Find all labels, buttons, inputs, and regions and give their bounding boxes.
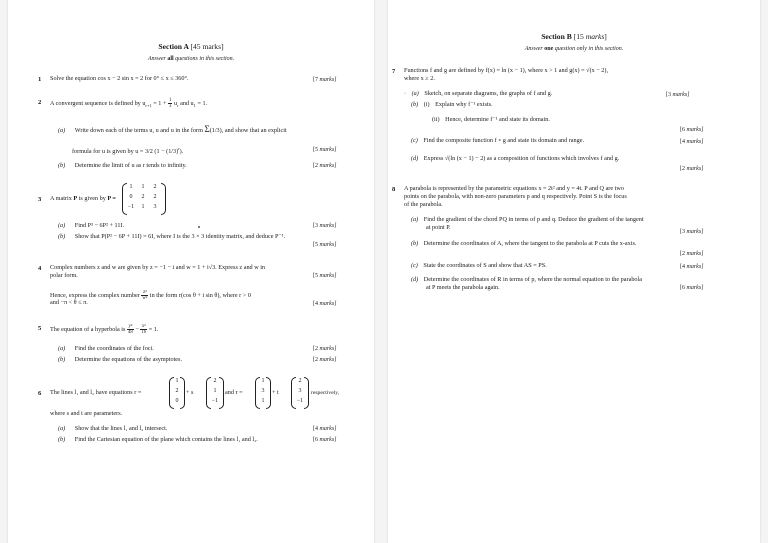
q2-t2: = 1 + (151, 99, 168, 107)
q7d-t1: Express √(ln (x − 1) − 2) as a composition of functions which involves f and g. (423, 155, 620, 162)
q5-post: = 1. (147, 325, 159, 333)
question-4-line4: and −π < θ ≤ π. (50, 299, 88, 306)
question-4-marks-1 (313, 273, 337, 279)
marks-num: [2 (680, 166, 685, 172)
section-a-title-text: Section A (158, 42, 189, 51)
question-8d-marks (680, 285, 704, 291)
question-number-7: 7 (392, 68, 396, 75)
q2a-l2-5: (1 − (1/3) (152, 148, 179, 156)
q3a-t1: Find P³ − 6P² + 11I. (74, 222, 125, 229)
q2a-t5: , and show that an explicit (221, 127, 287, 134)
section-a-marks: [45 marks] (190, 42, 224, 51)
matrix-cell: 2 (153, 184, 157, 190)
question-2b-text (58, 162, 187, 170)
marks-num: [6 (313, 437, 318, 443)
q2a-l2-3: = (138, 148, 145, 156)
question-8c-marks (680, 264, 704, 270)
q2-frac-den: 3 (168, 104, 172, 109)
q3b-t1: Show that P(P² − 6P + 11I) = 6I, where I is the 3 × 3 identity matrix, and deduce P⁻¹. (74, 233, 286, 240)
question-2-text (50, 98, 207, 110)
q5b-t1: Determine the equations of the asymptotes. (74, 356, 182, 363)
q8a-label: (a) (411, 216, 419, 223)
question-6a-marks (313, 426, 337, 432)
marks-word: marks] (686, 229, 704, 235)
q7bii-label: (ii) (432, 116, 440, 123)
matrix-cell: 1 (129, 184, 133, 190)
q2-sub1: r+1 (145, 103, 152, 109)
q5a-label: (a) (58, 345, 66, 352)
question-8d-text (411, 276, 642, 284)
q2a-t2: , u (152, 127, 159, 134)
question-7bi-text (411, 101, 493, 109)
marks-word: marks] (319, 223, 337, 229)
marks-word: marks] (319, 77, 337, 83)
q2a-l2-4: 3/2 (144, 148, 153, 156)
marks-num: [4 (313, 301, 318, 307)
q4-l3-post: in the form r(cos θ + i sin θ), where r > 0 (148, 291, 251, 299)
vector-cell: 2 (298, 378, 302, 384)
q7c-label: (c) (411, 137, 418, 144)
marks-word: marks] (686, 139, 704, 145)
vector-cell: −1 (296, 398, 304, 404)
q6-and: and r = (225, 389, 243, 396)
q4-frac-den: w² (142, 296, 148, 301)
vector-cell: 2 (213, 378, 217, 384)
q5-f2-den: 16 (141, 330, 147, 335)
question-8a-line2: at point P. (426, 224, 451, 231)
q6-s-label: + s (186, 389, 194, 396)
marks-num: [4 (680, 139, 685, 145)
vector-cell: 1 (175, 378, 179, 384)
marks-word: marks] (319, 163, 337, 169)
q8d-l1: Determine the coordinates of R in terms of p, where the normal equation to the parabola (423, 276, 642, 283)
question-7-line2: where x ≥ 2. (404, 75, 435, 82)
vector-cell: −1 (211, 398, 219, 404)
question-7d-marks (680, 166, 704, 172)
question-3-text (50, 195, 116, 203)
q2a-t4: in the form (173, 127, 205, 134)
vector-cell: 1 (261, 378, 265, 384)
bullet-mark: · (404, 90, 407, 97)
section-b-title-text: Section B (541, 32, 572, 41)
vector-2 (206, 377, 224, 409)
matrix-cell: 1 (141, 184, 145, 190)
question-8a-marks (680, 229, 704, 235)
question-6-line2: where s and t are parameters. (50, 410, 123, 417)
q5-f1-num: y² (128, 324, 133, 329)
question-6a-text (58, 425, 167, 433)
marks-word: marks] (686, 251, 704, 257)
q3b-label: (b) (58, 233, 66, 240)
marks-num: [2 (313, 346, 318, 352)
question-number-1: 1 (38, 76, 42, 83)
q2b-label: (b) (58, 162, 66, 169)
question-5a-marks (313, 346, 337, 352)
marks-num: [3 (313, 223, 318, 229)
vector-cell: 3 (261, 388, 265, 394)
question-7-line1: Functions f and g are defined by f(x) = ln (x − 1), where x > 1 and g(x) = √(x − 2), (404, 67, 609, 74)
question-4-line2: polar form. (50, 272, 78, 279)
q2-t4: and u (178, 99, 194, 107)
q8a-l1: Find the gradient of the chord PQ in terms of p and q. Deduce the gradient of the tangent (423, 216, 644, 223)
marks-num: [4 (680, 264, 685, 270)
vector-cell: 1 (261, 398, 265, 404)
marks-word: marks] (319, 437, 337, 443)
marks-num: [5 (313, 147, 318, 153)
section-b-marks-it: marks (585, 32, 605, 41)
question-8d-line2: at P meets the parabola again. (426, 284, 500, 291)
marks-num: [4 (313, 426, 318, 432)
marks-word: marks] (319, 346, 337, 352)
marks-word: marks] (319, 242, 337, 248)
marks-num: [6 (680, 285, 685, 291)
question-8b-marks (680, 251, 704, 257)
q2-sub3: 1 (193, 103, 196, 109)
q2-t1: A convergent sequence is defined by u (50, 99, 146, 107)
section-a-title (8, 42, 374, 51)
matrix-cell: 3 (153, 204, 157, 210)
instr-bold: one (544, 46, 554, 52)
q6-respectively: respectively, (311, 390, 340, 396)
instr-bold: all (167, 56, 174, 62)
marks-num: [5 (313, 242, 318, 248)
instr-post: questions in this section. (175, 56, 235, 62)
question-3b-marks (313, 242, 337, 248)
section-b-title (388, 32, 760, 41)
vector-cell: 3 (298, 388, 302, 394)
marks-word: marks] (686, 264, 704, 270)
question-7d-text (411, 155, 619, 163)
q7bi-t1: Explain why f⁻¹ exists. (435, 101, 493, 108)
matrix-right-bracket (161, 183, 166, 215)
q2-frac-num: 1 (168, 98, 172, 103)
question-8b-text (411, 240, 636, 248)
q5-f2-num: x² (141, 324, 146, 329)
instr-pre: Answer (147, 56, 166, 62)
q6b-label: (b) (58, 436, 66, 443)
q5-fraction-1 (127, 324, 134, 335)
q2-t5: = 1. (195, 99, 208, 107)
question-1-text: Solve the equation cos x − 2 sin x = 2 for 0° ≤ x ≤ 360°. (50, 75, 189, 82)
q8b-label: (b) (411, 240, 419, 247)
question-5-text (50, 324, 158, 335)
marks-num: [2 (313, 163, 318, 169)
q2a-l2-1: formula for u (72, 148, 105, 156)
q7a-t1: Sketch, on separate diagrams, the graphs of f and g. (424, 90, 553, 97)
marks-num: [7 (313, 77, 318, 83)
section-b-instructions (388, 46, 760, 52)
matrix-cell: 0 (129, 194, 133, 200)
q3a-label: (a) (58, 222, 66, 229)
question-5b-text (58, 356, 182, 364)
q2a-l2-2: is given by u (105, 148, 139, 156)
question-8-line3: of the parabola. (404, 201, 443, 208)
exam-page-section-b (388, 0, 760, 543)
q8b-t1: Determine the coordinates of A, where the tangent to the parabola at P cuts the x-axis. (423, 240, 637, 247)
question-3b-text (58, 233, 285, 241)
vector-cell: 0 (175, 398, 179, 404)
question-number-6: 6 (38, 390, 42, 397)
q3-t1: A matrix (50, 195, 74, 202)
marks-num: [3 (680, 229, 685, 235)
question-6b-text (58, 436, 258, 444)
exam-page-section-a (8, 0, 374, 543)
question-3a-marks (313, 223, 337, 229)
marks-num: [5 (313, 273, 318, 279)
question-number-8: 8 (392, 186, 396, 193)
q4-frac-num: z³ (143, 290, 147, 295)
marks-word: marks] (319, 273, 337, 279)
question-4-marks-2 (313, 301, 337, 307)
question-5a-text (58, 345, 154, 353)
question-6-text-pre: The lines l₁ and l₂ have equations r = (50, 389, 142, 396)
question-6b-marks (313, 437, 337, 443)
q2a-t3: and u (158, 127, 174, 134)
stray-mark (198, 226, 200, 228)
summation-symbol: Σ (204, 124, 210, 134)
marks-num: [2 (680, 251, 685, 257)
vector-cell: 1 (213, 388, 217, 394)
question-7a-text (404, 90, 552, 98)
marks-num: [6 (680, 127, 685, 133)
marks-word: marks] (672, 92, 690, 98)
matrix-cell: 1 (141, 204, 145, 210)
question-7b-marks (680, 127, 704, 133)
q3-bold: P (73, 195, 78, 202)
marks-word: marks] (319, 426, 337, 432)
section-b-marks-2: ] (604, 32, 607, 41)
q5b-label: (b) (58, 356, 66, 363)
marks-num: [2 (313, 357, 318, 363)
q2a-l2-7: ). (179, 148, 184, 156)
q7bi-label: (i) (423, 101, 430, 108)
section-a-instructions (8, 56, 374, 62)
vector-4 (291, 377, 309, 409)
q5a-t1: Find the coordinates of the foci. (74, 345, 154, 352)
marks-num: [3 (666, 92, 671, 98)
q2a-label: (a) (58, 127, 66, 134)
vector-1 (169, 377, 185, 409)
q3-t2: is given by (77, 195, 108, 202)
question-4-line1: Complex numbers z and w are given by z = −1 − i and w = 1 + i√3. Express z and w in (50, 264, 266, 271)
question-7a-marks (666, 92, 690, 98)
question-7bii-text (432, 116, 550, 124)
vector-cell: 2 (175, 388, 179, 394)
q8d-label: (d) (411, 276, 419, 283)
q7c-t1: Find the composite function f ∘ g and state its domain and range. (423, 137, 585, 144)
q7b-label: (b) (411, 101, 419, 108)
marks-word: marks] (319, 301, 337, 307)
question-2a-line2 (72, 145, 183, 156)
matrix-cell: 2 (141, 194, 145, 200)
q6b-t1: Find the Cartesian equation of the plane which contains the lines l₁ and l₂. (74, 436, 258, 443)
q8c-t1: State the coordinates of S and show that AS = PS. (423, 262, 547, 269)
marks-word: marks] (686, 127, 704, 133)
question-7c-text (411, 137, 584, 145)
question-5b-marks (313, 357, 337, 363)
vector-3 (255, 377, 271, 409)
q2b-t2: as r tends to infinity. (134, 162, 187, 169)
q5-minus: − (133, 325, 141, 333)
question-7c-marks (680, 139, 704, 145)
question-number-5: 5 (38, 325, 42, 332)
q2a-l2-6: r (178, 146, 180, 151)
q6a-label: (a) (58, 425, 66, 432)
question-8-line1: A parabola is represented by the parametric equations x = 2t² and y = 4t. P and Q are two (404, 185, 624, 192)
q5-pre: The equation of a hyperbola is (50, 325, 127, 333)
question-8-line2: points on the parabola, with non-zero parameters p and q respectively. Point S is the focus (404, 193, 627, 200)
q8c-label: (c) (411, 262, 418, 269)
marks-word: marks] (319, 357, 337, 363)
question-8a-text (411, 216, 644, 224)
question-2a-marks (313, 147, 337, 153)
q2-sub2: r (177, 103, 179, 109)
q2-t3: u (172, 99, 178, 107)
q7a-label: (a) (411, 90, 419, 97)
question-number-4: 4 (38, 265, 42, 272)
q2b-t1: Determine the limit of u (74, 162, 135, 169)
q7bii-t1: Hence, determine f⁻¹ and state its domain. (445, 116, 550, 123)
question-8c-text (411, 262, 547, 270)
instr-post: question only in this section. (554, 46, 624, 52)
matrix-cell: 2 (153, 194, 157, 200)
q5-f1-den: 48 (127, 330, 133, 335)
q6a-t1: Show that the lines l₁ and l₂ intersect. (74, 425, 168, 432)
marks-word: marks] (319, 147, 337, 153)
question-1-marks (313, 77, 337, 83)
q7d-label: (d) (411, 155, 419, 162)
q4-l3-pre: Hence, express the complex number (50, 291, 142, 299)
marks-word: marks] (686, 285, 704, 291)
question-number-2: 2 (38, 99, 42, 106)
section-b-marks-1: [15 (573, 32, 586, 41)
q2a-term: (1/3) (209, 127, 222, 134)
matrix-p (122, 183, 166, 215)
marks-word: marks] (686, 166, 704, 172)
question-3a-text (58, 222, 124, 230)
q6-t-label: + t (272, 389, 279, 396)
question-2b-marks (313, 163, 337, 169)
instr-pre: Answer (524, 46, 543, 52)
question-2a-text (58, 125, 287, 135)
matrix-cell: −1 (127, 204, 135, 210)
q2a-t1: Write down each of the terms u (74, 127, 153, 134)
question-number-3: 3 (38, 196, 42, 203)
q3-eq: P = (107, 195, 116, 202)
